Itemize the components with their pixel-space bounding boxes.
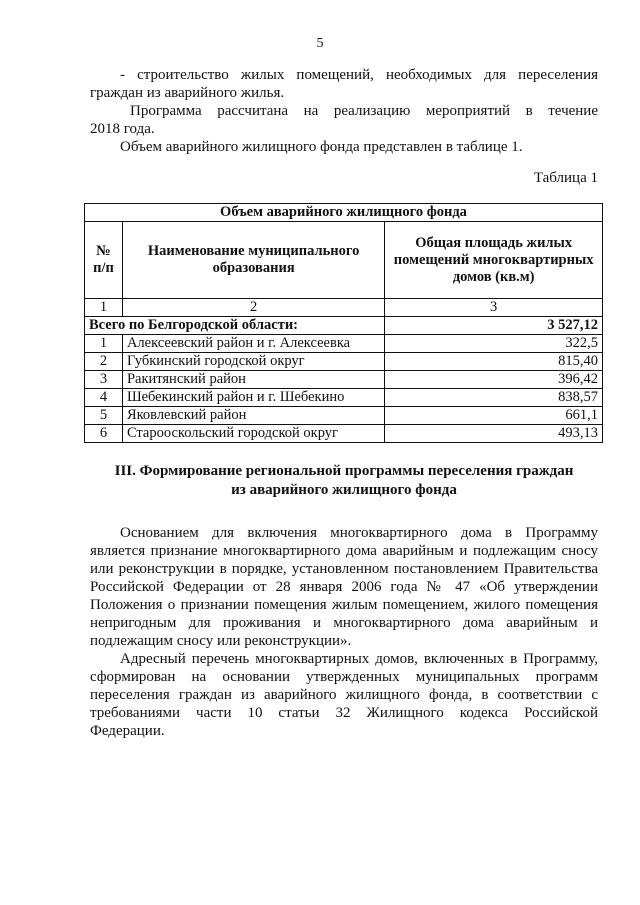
- table-row: [85, 335, 603, 353]
- row-num: 5: [85, 407, 123, 425]
- table-row: [85, 371, 603, 389]
- intro-line: 2018 года.: [90, 121, 155, 137]
- section-title: [90, 462, 598, 500]
- header-area: Общая площадь жилых помещений многоквартирных домов (кв.м): [385, 222, 603, 299]
- intro-line: Программа рассчитана на реализацию мероприятий в течение: [130, 103, 598, 119]
- row-name: Шебекинский район и г. Шебекино: [122, 389, 384, 407]
- row-num: 3: [85, 371, 123, 389]
- table-row: [85, 407, 603, 425]
- paragraph-line: или реконструкции в порядке, установленном постановлением Правительства: [90, 561, 598, 577]
- row-num: 1: [85, 335, 123, 353]
- col-number: 1: [85, 299, 123, 317]
- row-area: 838,57: [385, 389, 603, 407]
- paragraph-line: является признание многоквартирного дома аварийным и подлежащим сносу: [90, 543, 598, 559]
- paragraph-line: переселения граждан из аварийного жилищного фонда, в соответствии с: [90, 687, 598, 703]
- paragraph-line: Положения о признании помещения жилым помещением, жилого помещения: [90, 597, 598, 613]
- row-area: 661,1: [385, 407, 603, 425]
- paragraph-line: Адресный перечень многоквартирных домов, включенных в Программу,: [120, 651, 598, 667]
- paragraph-line: Федерации.: [90, 723, 165, 739]
- row-name: Старооскольский городской округ: [122, 425, 384, 443]
- row-num: 2: [85, 353, 123, 371]
- row-area: 396,42: [385, 371, 603, 389]
- page-number: 5: [316, 36, 324, 51]
- table-caption: Таблица 1: [533, 170, 598, 186]
- row-area: 322,5: [385, 335, 603, 353]
- intro-text: [90, 66, 598, 156]
- housing-fund-table: [84, 203, 603, 443]
- paragraph-basis: [90, 524, 598, 650]
- paragraph-line: сформирован на основании утвержденных муниципальных программ: [90, 669, 598, 685]
- header-num: № п/п: [85, 222, 123, 299]
- header-name: Наименование муниципального образования: [122, 222, 384, 299]
- paragraph-address-list: [90, 650, 598, 740]
- row-area: 815,40: [385, 353, 603, 371]
- table-row: [85, 353, 603, 371]
- col-number: 2: [122, 299, 384, 317]
- col-number: 3: [385, 299, 603, 317]
- intro-line: граждан из аварийного жилья.: [90, 85, 285, 101]
- row-area: 493,13: [385, 425, 603, 443]
- row-name: Губкинский городской округ: [122, 353, 384, 371]
- table-row: [85, 425, 603, 443]
- paragraph-line: требованиями части 10 статьи 32 Жилищного кодекса Российской: [90, 705, 598, 721]
- paragraph-line: Основанием для включения многоквартирного дома в Программу: [120, 525, 598, 541]
- row-num: 4: [85, 389, 123, 407]
- row-name: Яковлевский район: [122, 407, 384, 425]
- row-num: 6: [85, 425, 123, 443]
- total-label: Всего по Белгородской области:: [85, 317, 385, 335]
- row-name: Алексеевский район и г. Алексеевка: [122, 335, 384, 353]
- section-title-line: III. Формирование региональной программы переселения граждан: [114, 463, 574, 479]
- intro-line: - строительство жилых помещений, необходимых для переселения: [120, 67, 598, 83]
- paragraph-line: Российской Федерации от 28 января 2006 года № 47 «Об утверждении: [90, 579, 598, 595]
- paragraph-line: непригодным для проживания и многоквартирного дома аварийным и: [90, 615, 598, 631]
- row-name: Ракитянский район: [122, 371, 384, 389]
- table-title: Объем аварийного жилищного фонда: [85, 204, 603, 222]
- table-row: [85, 389, 603, 407]
- intro-line: Объем аварийного жилищного фонда представлен в таблице 1.: [120, 139, 523, 155]
- total-value: 3 527,12: [385, 317, 603, 335]
- paragraph-line: подлежащим сносу или реконструкции».: [90, 633, 352, 649]
- section-title-line: из аварийного жилищного фонда: [231, 482, 457, 498]
